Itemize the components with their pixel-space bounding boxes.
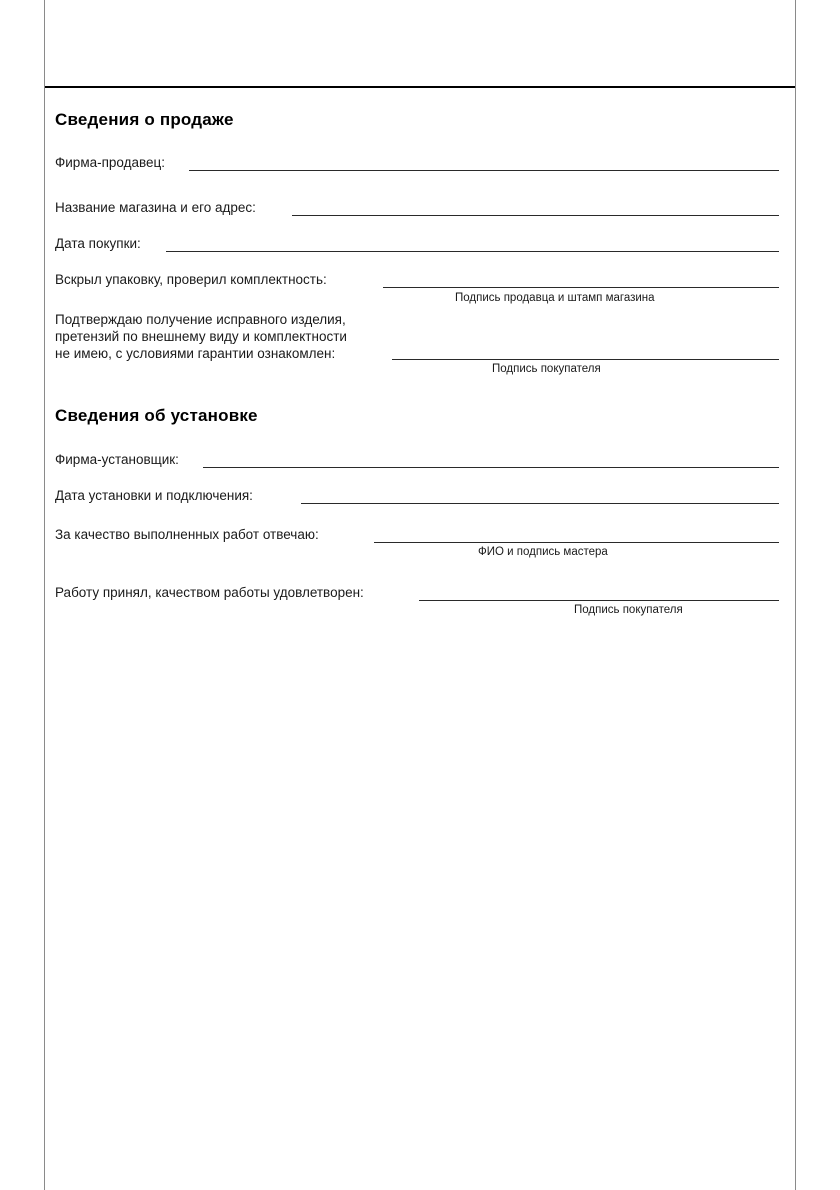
- field-label-work-quality-responsible: За качество выполненных работ отвечаю:: [55, 527, 319, 542]
- field-line-work-quality-responsible[interactable]: [374, 542, 779, 543]
- field-label-seller-company: Фирма-продавец:: [55, 155, 166, 170]
- field-caption-buyer-signature-sale: Подпись покупателя: [492, 363, 601, 375]
- field-label-work-accepted: Работу принял, качеством работы удовлетворен:: [55, 585, 364, 600]
- field-label-installer-company: Фирма-установщик:: [55, 452, 179, 467]
- field-line-confirm-receipt[interactable]: [392, 359, 779, 360]
- field-line-seller-company[interactable]: [189, 170, 779, 171]
- field-label-installation-date: Дата установки и подключения:: [55, 488, 253, 503]
- section-title-sale: Сведения о продаже: [55, 110, 234, 129]
- page-border-right: [795, 0, 796, 1190]
- field-line-installer-company[interactable]: [203, 467, 779, 468]
- field-caption-buyer-signature-installation: Подпись покупателя: [574, 604, 683, 616]
- field-line-store-name-address[interactable]: [292, 215, 779, 216]
- top-horizontal-rule: [45, 86, 795, 88]
- page-border-left: [44, 0, 45, 1190]
- field-label-store-name-address: Название магазина и его адрес:: [55, 200, 256, 215]
- field-line-installation-date[interactable]: [301, 503, 779, 504]
- field-label-confirm-receipt-line3: не имею, с условиями гарантии ознакомлен:: [55, 346, 336, 361]
- field-label-purchase-date: Дата покупки:: [55, 236, 141, 251]
- field-label-confirm-receipt-line2: претензий по внешнему виду и комплектности: [55, 329, 347, 344]
- field-line-purchase-date[interactable]: [166, 251, 779, 252]
- field-line-unpacked-checked[interactable]: [383, 287, 779, 288]
- field-line-work-accepted[interactable]: [419, 600, 779, 601]
- section-title-installation: Сведения об установке: [55, 406, 258, 425]
- field-caption-master-name-signature: ФИО и подпись мастера: [478, 546, 608, 558]
- field-label-confirm-receipt-line1: Подтверждаю получение исправного изделия,: [55, 312, 346, 327]
- field-label-unpacked-checked: Вскрыл упаковку, проверил комплектность:: [55, 272, 327, 287]
- field-caption-seller-signature-stamp: Подпись продавца и штамп магазина: [455, 292, 655, 304]
